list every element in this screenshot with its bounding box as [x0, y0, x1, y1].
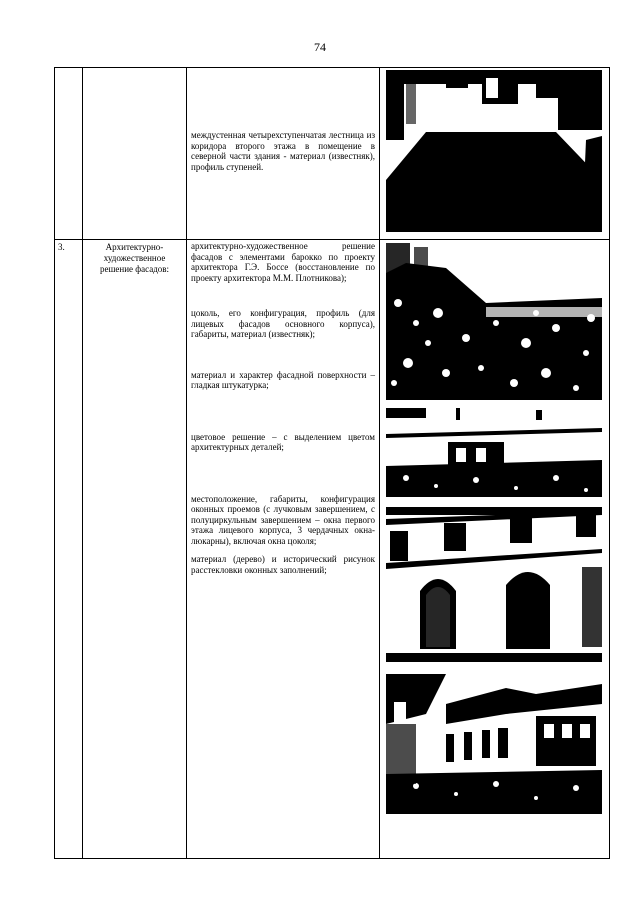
description-paragraph: материал (дерево) и исторический рисунок расстекловки оконных заполнений;: [191, 554, 375, 575]
row-heading-cell: [83, 240, 187, 859]
row-number: [55, 68, 82, 70]
photo-courtyard-facade: [386, 674, 602, 814]
page-number: 74: [314, 40, 326, 54]
photo-facade-plinth: [386, 243, 602, 400]
row-heading-cell: [83, 68, 187, 240]
row-photo-cell: [380, 68, 610, 240]
description-paragraph: архитектурно-художественное решение фасадов с элементами барокко по проекту архитектора Г.Э. Боссе (восстановление по проекту архитектора М.М. Плотникова);: [191, 241, 375, 283]
row-photo-cell: [380, 240, 610, 859]
photo-interior-staircase: [386, 70, 602, 232]
row-number-cell: [55, 68, 83, 240]
row-number: 3.: [58, 242, 65, 252]
row-description-cell: [187, 240, 380, 859]
row-description-cell: [187, 68, 380, 240]
description-paragraph: цоколь, его конфигурация, профиль (для лицевых фасадов основного корпуса), габариты, материал (известняк);: [191, 308, 375, 339]
table-row: [55, 240, 610, 859]
photo-facade-surface: [386, 408, 602, 497]
row-heading: Архитектурно-художественное решение фасадов:: [99, 242, 170, 274]
description-paragraph: междустенная четырехступенчатая лестница из коридора второго этажа в помещение в северной части здания - материал (известняк), профиль ступеней.: [191, 130, 375, 172]
row-number-cell: [55, 240, 83, 859]
table-row: [55, 68, 610, 240]
monument-table: [54, 67, 610, 859]
row-heading: [83, 68, 186, 70]
description-paragraph: материал и характер фасадной поверхности – гладкая штукатурка;: [191, 369, 375, 390]
photo-arched-windows: [386, 507, 602, 662]
description-paragraph: местоположение, габариты, конфигурация оконных проемов (с лучковым завершением, с полуциркульным завершением – окна первого этажа лицевого корпуса, 3 чердачных окна-люкарны), включая окна цоколя;: [191, 493, 375, 546]
description-paragraph: цветовое решение – с выделением цветом архитектурных деталей;: [191, 431, 375, 452]
